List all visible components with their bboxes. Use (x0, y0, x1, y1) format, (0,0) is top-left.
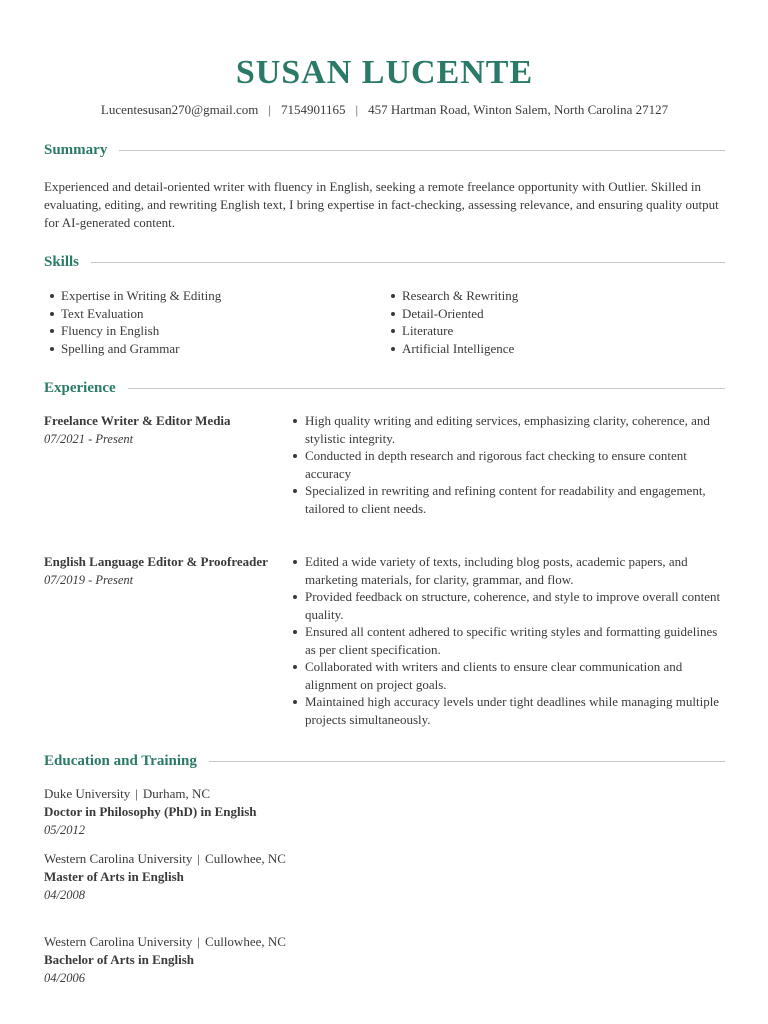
section-title: Education and Training (44, 752, 197, 769)
phone[interactable]: 7154901165 (280, 102, 346, 117)
school-line (44, 850, 725, 868)
school-location: Cullowhee, NC (205, 934, 286, 949)
education-entry (44, 933, 725, 987)
job-date: 07/2021 - Present (44, 432, 134, 446)
skill-item: Text Evaluation (44, 305, 221, 323)
job-bullet: Edited a wide variety of texts, including blog posts, academic papers, and marketing materials, for clarity, grammar, and flow. (292, 553, 722, 588)
education-date: 04/2008 (44, 888, 85, 902)
experience-heading (44, 378, 725, 398)
separator: | (197, 934, 201, 949)
skill-item: Spelling and Grammar (44, 340, 221, 358)
job-date: 07/2019 - Present (44, 573, 134, 587)
skill-item: Expertise in Writing & Editing (44, 287, 221, 305)
education-heading (44, 751, 725, 771)
section-title: Summary (44, 141, 108, 158)
skills-column-right (385, 287, 518, 357)
summary-heading (44, 140, 725, 160)
summary-text: Experienced and detail-oriented writer with fluency in English, seeking a remote freelance opportunity with Outlier. Skilled in evaluating, editing, and rewriting English text, I bring expertise in fact-checking, assessing relevance, and ensuring quality output for AI-generated content. (44, 179, 719, 230)
education-entry (44, 785, 725, 839)
job-bullet: Specialized in rewriting and refining content for readability and engagement, tailored to client needs. (292, 482, 722, 517)
job-bullet: High quality writing and editing services, emphasizing clarity, coherence, and stylistic integrity. (292, 412, 722, 447)
divider (209, 761, 725, 762)
job-bullets (292, 553, 722, 728)
school-name: Western Carolina University (44, 851, 193, 866)
school-line (44, 785, 725, 803)
skill-item: Detail-Oriented (385, 305, 518, 323)
address: 457 Hartman Road, Winton Salem, North Carolina 27127 (368, 102, 669, 117)
job-title: English Language Editor & Proofreader (44, 554, 268, 569)
candidate-name: SUSAN LUCENTE (235, 54, 534, 91)
job-bullet: Conducted in depth research and rigorous fact checking to ensure content accuracy (292, 447, 722, 482)
divider (119, 150, 725, 151)
job-bullet: Collaborated with writers and clients to ensure clear communication and alignment on project goals. (292, 658, 722, 693)
school-location: Durham, NC (142, 786, 211, 801)
skill-item: Literature (385, 322, 518, 340)
school-name: Western Carolina University (44, 934, 193, 949)
school-line (44, 933, 725, 951)
school-name: Duke University (44, 786, 131, 801)
job-title: Freelance Writer & Editor Media (44, 413, 231, 428)
school-location: Cullowhee, NC (205, 851, 286, 866)
skills-heading (44, 252, 725, 272)
education-date: 05/2012 (44, 823, 85, 837)
divider (91, 262, 725, 263)
contact-line (44, 101, 725, 119)
job-entry (44, 412, 725, 522)
separator: | (268, 102, 271, 117)
job-bullet: Maintained high accuracy levels under tight deadlines while managing multiple projects simultaneously. (292, 693, 722, 728)
job-bullets (292, 412, 722, 517)
job-bullet: Provided feedback on structure, coherence, and style to improve overall content quality. (292, 588, 722, 623)
skills-column-left (44, 287, 221, 357)
education-entry (44, 850, 725, 904)
degree: Doctor in Philosophy (PhD) in English (44, 804, 257, 819)
skill-item: Research & Rewriting (385, 287, 518, 305)
divider (128, 388, 725, 389)
section-title: Experience (44, 379, 116, 396)
email[interactable]: Lucentesusan270@gmail.com (100, 102, 259, 117)
education-date: 04/2006 (44, 971, 85, 985)
skill-item: Artificial Intelligence (385, 340, 518, 358)
separator: | (355, 102, 359, 117)
job-bullet: Ensured all content adhered to specific writing styles and formatting guidelines as per client specification. (292, 623, 722, 658)
degree: Bachelor of Arts in English (44, 952, 195, 967)
degree: Master of Arts in English (44, 869, 184, 884)
separator: | (135, 786, 138, 801)
job-entry (44, 553, 725, 733)
separator: | (197, 851, 201, 866)
skill-item: Fluency in English (44, 322, 221, 340)
section-title: Skills (44, 253, 80, 270)
